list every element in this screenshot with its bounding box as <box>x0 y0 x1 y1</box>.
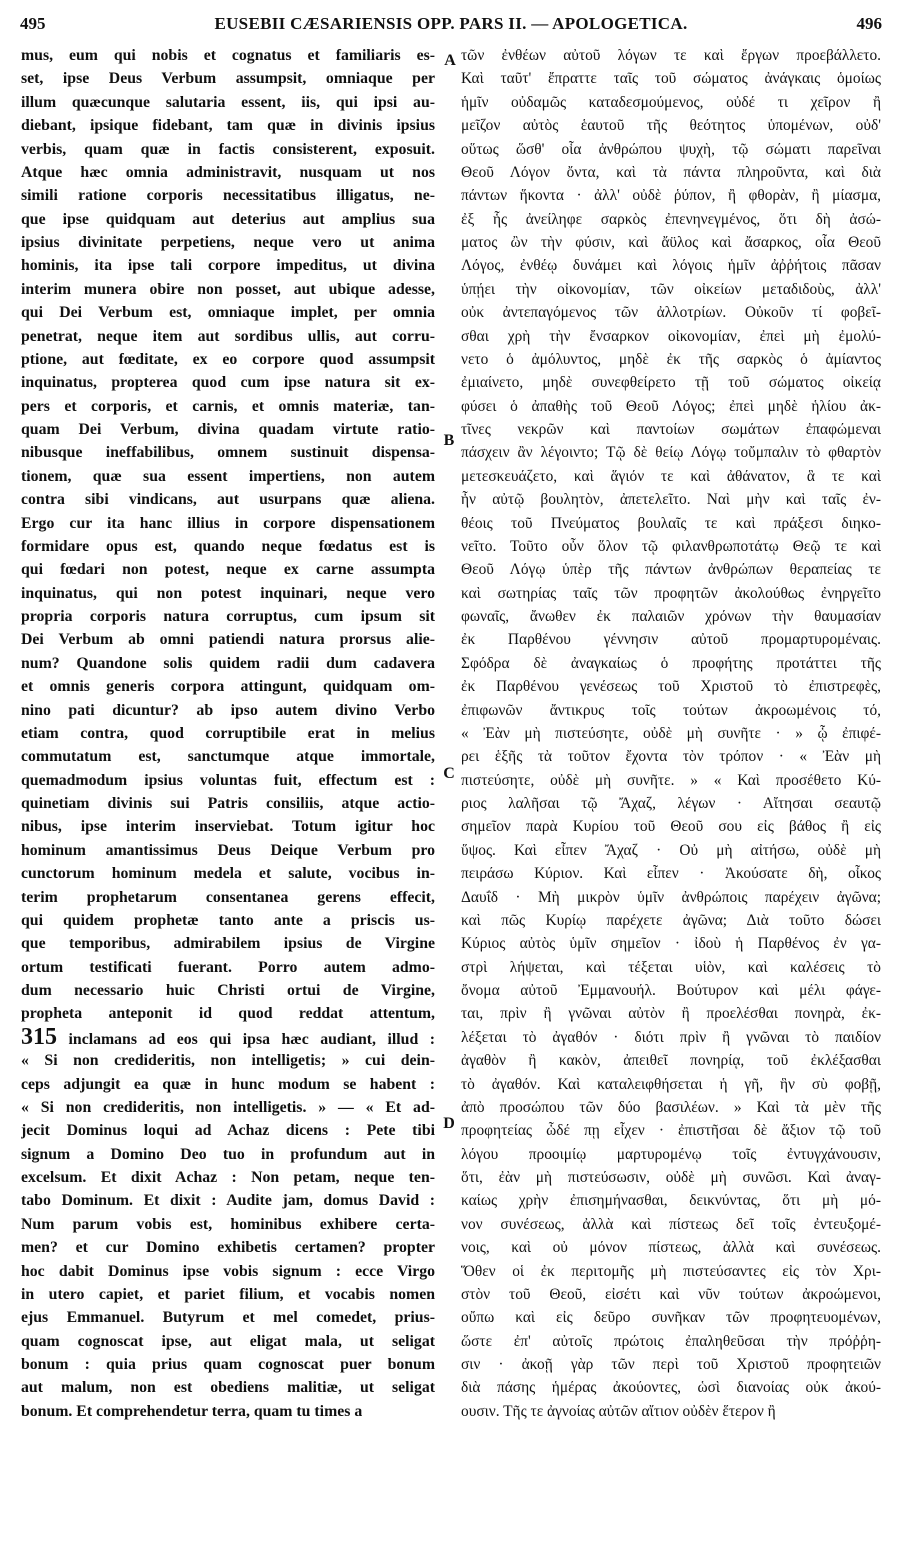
text-line: φωναῖς, ἄνωθεν ἐκ παλαιῶν χρόνων τὴν θαυμασίαν <box>461 608 881 625</box>
text-line: θέοις τοῦ Πνεύματος βουλαῖς τε καὶ πράξεσι διηκο- <box>461 514 881 532</box>
text-line: propria corporis natura corruptus, cum ipsum sit <box>21 608 435 625</box>
text-line: nibusque ineffabilibus, omnem sustinuit dispensa- <box>21 444 435 462</box>
text-line: ματος ὢν τὴν φύσιν, καὶ ἄϋλος καὶ ἄσαρκος, οἷα Θεοῦ <box>461 234 881 251</box>
text-line: ουσιν. Τῆς τε ἀγνοίας αὐτῶν αἴτιον οὐδὲν ἕτερον ἢ <box>461 1402 776 1420</box>
text-line: commutatum est, sanctumque atque immortale, <box>21 748 435 766</box>
text-line: σημεῖον παρὰ Κυρίου τοῦ Θεοῦ σου εἰς βάθος ἢ εἰς <box>461 818 881 836</box>
text-line: set, ipse Deus Verbum assumpsit, omniaque per <box>21 70 435 88</box>
text-line: tionem, quæ sua essent impertiens, non autem <box>21 467 435 485</box>
text-line: ἐκ Παρθένου γενέσεως τοῦ Χριστοῦ τὸ ἐπιστρεφὲς, <box>461 678 881 696</box>
text-line: λέξεται τὸ ἀγαθόν · διότι πρὶν ἢ γνῶναι τὸ παιδίον <box>461 1028 881 1046</box>
text-line: Θεοῦ Λόγῳ ὑπὲρ τῆς πάντων ἀνθρώπων θεραπείας τε <box>461 561 881 579</box>
text-line: bonum : quia prius quam cognoscat puer bonum <box>21 1356 435 1373</box>
text-line: καὶ πῶς Κυρίῳ παρέχετε ἀγῶνα; Διὰ τοῦτο δώσει <box>461 911 881 929</box>
text-line: πάντων ἥκοντα · ἀλλ' οὐδὲ ῥύπον, ἢ φθορὰν, ἢ μίασμα, <box>461 187 881 205</box>
text-line: pers et corporis, et carnis, et omnis materiæ, tan- <box>21 397 435 415</box>
text-line: hominum amantissimus Deus Deique Verbum pro <box>21 841 435 859</box>
margin-letter-b: B <box>443 432 455 449</box>
margin-letter-c: C <box>443 765 455 782</box>
text-line: quemadmodum ipsius voluntas fuit, effectum est : <box>21 771 435 789</box>
text-line: ὄνομα αὐτοῦ Ἐμμανουήλ. Βούτυρον καὶ μέλι φάγε- <box>461 982 881 999</box>
text-line: ptione, aut fœditate, ex eo corpore quod assumpsit <box>21 350 435 368</box>
text-line: diebant, ipsique fidebant, tam quæ in divinis ipsius <box>21 117 435 135</box>
text-line: Ergo cur ita hanc illius in corpore dispensationem <box>21 514 435 532</box>
text-line: ceps adjungit ea quæ in hunc modum se habent : <box>21 1075 435 1093</box>
text-line: mus, eum qui nobis et cognatus et familiaris es- <box>21 47 435 64</box>
text-line: φύσει ὁ ἀπαθὴς τοῦ Θεοῦ Λόγος; ἐπεὶ μηδὲ ἡλίου ἀκ- <box>461 397 881 415</box>
running-header <box>20 14 882 44</box>
text-line: μεῖζον αὐτὸς ἑαυτοῦ τῆς θεότητος ὑπομένων, οὐδ' <box>461 117 881 135</box>
text-line: Καὶ ταῦτ' ἔπραττε ταῖς τοῦ σώματος ἀνάγκαις ὁμοίως <box>461 70 881 88</box>
text-line: Ὅθεν οἱ ἐκ περιτομῆς μὴ πιστεύσαντες εἰς τὸν Χρι- <box>461 1262 881 1280</box>
text-line: ἦν αὐτῷ βουλητὸν, ἀπετελεῖτο. Ναὶ μὴν καὶ ταῖς ἐν- <box>461 491 881 509</box>
text-line: num? Quandone solis quidem radii dum cadavera <box>21 654 435 672</box>
text-line: Num parum vobis est, hominibus exhibere certa- <box>21 1215 435 1233</box>
text-line: πιστεύσητε, οὐδὲ μὴ συνῆτε. » « Καὶ προσέθετο Κύ- <box>461 771 881 789</box>
margin-letter-a: A <box>444 52 456 69</box>
text-line: καίως χρὴν ἐπισημήνασθαι, δεικνύντας, ὅτι μὴ μό- <box>461 1192 881 1210</box>
text-line: πάσχειν ἂν λέγοιντο; Τῷ δὲ θείῳ Λόγῳ τοὔμπαλιν τὸ φθαρτὸν <box>461 444 881 462</box>
text-line: illum quæcunque salutaria essent, iis, qui ipsi au- <box>21 93 435 111</box>
text-line: qui Dei Verbum est, omniaque implet, per omnia <box>21 304 435 322</box>
text-line: qui quidem prophetæ tanto ante a priscis us- <box>21 911 435 929</box>
text-line: nino pati dicuntur? ab ipso autem divino Verbo <box>21 701 435 719</box>
text-line: νεῖτο. Τοῦτο οὖν ὅλον τῷ φιλανθρωποτάτῳ Θεῷ τε καὶ <box>461 537 881 555</box>
text-line: διὰ πάσης ἡμέρας ἀκούοντες, ὡσὶ διανοίας οὐκ ἀκού- <box>461 1379 881 1397</box>
text-line: ortum testificati fuerant. Porro autem admo- <box>21 958 435 976</box>
text-line: οὕτως ὥσθ' οἷα ἀνθρώπου ψυχὴ, τῷ σώματι παρεῖναι <box>461 140 881 158</box>
text-line <box>21 1026 435 1049</box>
text-line: νοις, καὶ οὐ μόνον πίστεως, ἀλλὰ καὶ συνέσεως. <box>461 1239 881 1257</box>
text-line: jecit Dominus loqui ad Achaz dicens : Pete tibi <box>21 1122 435 1140</box>
text-line: dum necessario huic Christi ortui de Virgine, <box>21 982 435 999</box>
text-line: νον συνέσεως, ἀλλὰ καὶ πίστεως δεῖ τοῖς ἐντευξομέ- <box>461 1215 881 1233</box>
text-line: τῖνες νεκρῶν καὶ παντοίων σωμάτων ἐπαφώμεναι <box>461 421 881 438</box>
text-line: καὶ σωτηρίας ταῖς τῶν προφητῶν ἀκολούθως ἐνηργεῖτο <box>461 584 881 602</box>
text-line: hominis, ita ipse tali corpore impeditus, ut divina <box>21 257 435 275</box>
text-line: ὑπῄει τὴν οἰκονομίαν, τῶν οἰκείων μεταδιδοὺς, ἀλλ' <box>461 280 881 298</box>
text-line: quam Dei Verbum, divina quadam virtute ratio- <box>21 421 435 438</box>
text-line: Κύριος αὐτὸς ὑμῖν σημεῖον · ἰδοὺ ἡ Παρθένος ἐν γα- <box>461 935 881 953</box>
text-line: νετο ὁ ἀμόλυντος, μηδὲ ἐκ τῆς σαρκὸς ὁ ἀμίαντος <box>461 350 881 368</box>
text-line: πειράσω Κύριον. Καὶ εἶπεν · Ἀκούσατε δὴ, οἶκος <box>461 865 881 883</box>
text-line: λόγου προοιμίῳ μαρτυρομένῳ τοῖς ἐντυγχάνουσιν, <box>461 1145 881 1163</box>
text-line: quam cognoscat ipse, aut eligat mala, ut seligat <box>21 1332 435 1350</box>
text-line: τῶν ἐνθέων αὐτοῦ λόγων τε καὶ ἔργων προεβάλλετο. <box>461 47 881 64</box>
text-line: aut malum, non est obediens malitiæ, ut seligat <box>21 1379 435 1397</box>
text-line: ριος λαλῆσαι τῷ Ἄχαζ, λέγων · Αἴτησαι σεαυτῷ <box>461 795 881 812</box>
page-marker: 315 <box>21 1025 57 1050</box>
text-line: men? et cur Domino exhibetis certamen? propter <box>21 1239 435 1257</box>
text-line: ἐξ ἧς ἀνείληφε σαρκὸς ἐπενηνεγμένος, ὅτι δὴ ἀσώ- <box>461 210 881 228</box>
text-line: « Si non credideritis, non intelligetis; » cui dein- <box>21 1052 435 1070</box>
text-line: que temporibus, admirabilem ipsius de Virgine <box>21 935 435 953</box>
text-line: ται, πρὶν ἢ γνῶναι αὐτὸν ἢ προελέσθαι πονηρὰ, ἐκ- <box>461 1005 881 1023</box>
text-line: que ipse quidquam aut deterius aut amplius sua <box>21 210 435 228</box>
text-line: quinetiam divinis sui Patris consiliis, atque actio- <box>21 795 435 812</box>
text-line: Dei Verbum ab omni patiendi natura prorsus alie- <box>21 631 435 649</box>
text-line: hoc dabit Dominus ipse vobis signum : ecce Virgo <box>21 1262 435 1280</box>
text-line: « Si non credideritis, non intelligetis. » — « Et ad- <box>21 1098 435 1116</box>
page-number-left: 495 <box>20 14 46 33</box>
text-line: ἀγαθὸν ἢ κακὸν, ἀπειθεῖ πονηρίᾳ, τοῦ ἐκλέξασθαι <box>461 1052 881 1070</box>
text-line: cunctorum hominum medela et salute, vocibus in- <box>21 865 435 883</box>
greek-column <box>461 44 881 1423</box>
text-line: μετεσκευάζετο, καὶ ἅγιόν τε καὶ ἀθάνατον, ἃ τε καὶ <box>461 467 881 485</box>
text-line: σθαι χρὴ τὴν ἔνσαρκον οἰκονομίαν, ἐπεὶ μὴ ἐμολύ- <box>461 327 881 345</box>
text-line: ἀπὸ προσώπου τῶν δύο βασιλέων. » Καὶ τὰ μὲν τῆς <box>461 1098 881 1116</box>
text-line: in utero capiet, et pariet filium, et vocabis nomen <box>21 1285 435 1303</box>
text-line: terim prophetarum consentanea gerens effecit, <box>21 888 435 906</box>
text-line: ipsius divinitate perpetiens, neque vero ut anima <box>21 234 435 251</box>
text-line: Δαυΐδ · Μὴ μικρὸν ὑμῖν ἀνθρώποις παρέχειν ἀγῶνα; <box>461 888 881 906</box>
text-line: tabo Dominum. Et dixit : Audite jam, domus David : <box>21 1192 435 1210</box>
text-line: excelsum. Et dixit Achaz : Non petam, neque ten- <box>21 1169 435 1186</box>
text-line: Atque hæc omnia administravit, nusquam ut nos <box>21 163 435 181</box>
text-line: simili ratione corporis necessitatibus illigatus, ne- <box>21 187 435 205</box>
text-line: οὐκ ἀντεπαγόμενος τῶν ἀλλοτρίων. Οὐκοῦν τί φοβεῖ- <box>461 304 881 322</box>
text-line: etiam contra, quod corruptibile erat in melius <box>21 724 435 742</box>
running-title: EUSEBII CÆSARIENSIS OPP. PARS II. — APOLOGETICA. <box>214 14 688 33</box>
text-line: ὅτι, ἐὰν μὴ πιστεύσωσιν, οὐδὲ μὴ συνῶσι. Καὶ ἀναγ- <box>461 1169 881 1186</box>
text-line: « Ἐὰν μὴ πιστεύσητε, οὐδὲ μὴ συνῆτε · » ᾧ ἐπιφέ- <box>461 724 881 742</box>
text-line: inquinatus, qui non potest inquinari, neque vero <box>21 584 435 602</box>
text-line: ὥστε ἐπ' αὐτοῖς πρώτοις ἐπαληθεῦσαι τὴν πρόῤῥη- <box>461 1332 881 1350</box>
text-line: interim munera obire non posset, aut ubique adesse, <box>21 280 435 298</box>
text-line: ὕψος. Καὶ εἶπεν Ἄχαζ · Οὐ μὴ αἰτήσω, οὐδὲ μὴ <box>461 841 881 859</box>
text-line: ἐκ Παρθένου γέννησιν αὐτοῦ προμαρτυρομέναις. <box>461 631 881 649</box>
text-line: bonum. Et comprehendetur terra, quam tu times a <box>21 1402 363 1420</box>
text-line: formidare opus est, quando neque fœdatus est is <box>21 537 435 555</box>
text-line: signum a Domino Deo tuo in profundum aut in <box>21 1145 435 1163</box>
text-line: inquinatus, propterea quod cum ipse natura sit ex- <box>21 374 435 392</box>
text-line: ρει ἑξῆς τὰ τοῦτον ἔχοντα τὸν τρόπον · « Ἐὰν μὴ <box>461 748 881 766</box>
margin-letter-d: D <box>443 1115 455 1132</box>
text-line: στὸν τοῦ Θεοῦ, εἰσέτι καὶ νῦν τούτων ἀκροώμενοι, <box>461 1285 881 1303</box>
text-line: στρὶ λήψεται, καὶ τέξεται υἱὸν, καὶ καλέσεις τὸ <box>461 958 881 976</box>
text-line: contra sibi vindicans, aut usurpans quæ aliena. <box>21 491 435 509</box>
text-line: προφητείας ὧδέ πῃ εἶχεν · ἐπιστῆσαι δὲ ἄξιον τῷ τοῦ <box>461 1122 881 1140</box>
text-line: τὸ ἀγαθόν. Καὶ καταλειφθήσεται ἡ γῆ, ἣν σὺ φοβῇ, <box>461 1075 881 1093</box>
text-line: et omnis generis corpora attingunt, quidquam om- <box>21 678 435 696</box>
text-line: Σφόδρα δὲ ἀναγκαίως ὁ προφήτης προτάττει τῆς <box>461 654 881 672</box>
latin-column <box>21 44 435 1423</box>
text-line: ἐπιφωνῶν ἄντικρυς τοῖς τούτων ἀκροωμένοις τό, <box>461 701 881 719</box>
text-line: ἡμῖν οὐδαμῶς καταδεσμούμενος, οὐδέ τι χεῖρον ἢ <box>461 93 881 111</box>
text-line: σιν · ἀκοῇ γὰρ τῶν περὶ τοῦ Χριστοῦ προφητειῶν <box>461 1356 881 1373</box>
text-line: penetrat, neque item aut sordibus ullis, aut corru- <box>21 327 435 345</box>
text-line: Λόγος, ἐνθέῳ δυνάμει καὶ λόγοις ἡμῖν ἀῤῥήτοις πᾶσαν <box>461 257 881 275</box>
text-line: qui fœdari non potest, neque ex carne assumpta <box>21 561 435 579</box>
line-text: inclamans ad eos qui ipsa hæc audiant, illud : <box>68 1030 435 1048</box>
text-line: nibus, ipse interim inserviebat. Totum igitur hoc <box>21 818 435 836</box>
text-line: ejus Emmanuel. Butyrum et mel comedet, prius- <box>21 1309 435 1327</box>
text-line: οὔπω καὶ εἰς δεῦρο συνῆκαν τῶν προφητευομένων, <box>461 1309 881 1327</box>
text-line: Θεοῦ Λόγον ὄντα, καὶ τὰ πάντα πληροῦντα, καὶ διὰ <box>461 163 881 181</box>
text-line: propheta anteponit id quod reddat attentum, <box>21 1005 435 1023</box>
text-line: ἐμιαίνετο, μηδὲ συνεφθείρετο τῇ τοῦ σώματος οἰκείᾳ <box>461 374 881 392</box>
text-line: verbis, quam quæ in factis consisterent, exposuit. <box>21 140 435 158</box>
page-number-right: 496 <box>856 14 882 33</box>
